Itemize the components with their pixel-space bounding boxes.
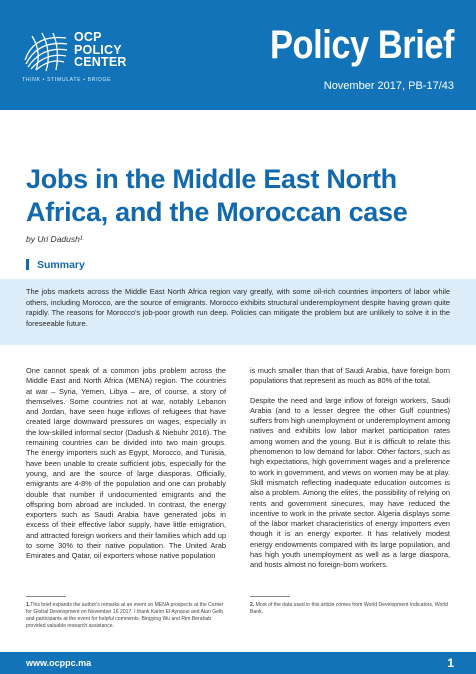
- body-column-left: [26, 366, 226, 571]
- summary-accent-bar: [26, 259, 29, 270]
- article-title: Jobs in the Middle East North Africa, and the Moroccan case: [26, 164, 408, 227]
- footnote-text: Most of the data used in this article comes from World Development Indicators, World Bank.: [250, 602, 448, 615]
- footnote-divider: [250, 596, 290, 597]
- policy-brief-title: Policy Brief: [269, 23, 454, 67]
- footnote-divider: [26, 596, 66, 597]
- footnote-2: [250, 602, 450, 616]
- logo-line-center: CENTER: [74, 55, 127, 69]
- author-byline: by Uri Dadush¹: [26, 234, 83, 244]
- summary-heading: [26, 259, 85, 271]
- footnote-1: [26, 602, 226, 630]
- footnote-text: This brief expands the author's remarks at an event on MENA prospects at the Center for Global Development on November 16 2017. I thank Karim El Aynaoui and Alan Gelb and participants at the event for helpful comments. Bingying Wu and Rim Berahab provided valuable research assistance.: [26, 602, 224, 629]
- summary-box: [0, 279, 476, 345]
- body-column-right: [250, 366, 450, 580]
- logo-line-policy: POLICY: [74, 42, 122, 57]
- footnote-number: 1.: [26, 602, 31, 608]
- ocp-logo[interactable]: [22, 30, 162, 83]
- footer-bar: [0, 652, 476, 674]
- summary-heading-text: Summary: [37, 259, 85, 271]
- summary-text: The jobs markets across the Middle East North Africa region vary greatly, with some oil-rich countries importers of labor while others, including Morocco, are the source of emigrants. Morocco exhibits structural underemployment despite having grown quite rapidly. The reasons for Morocco's job-poor growth run deep. Policies can mitigate the problem but are unlikely to solve it in the foreseeable future.: [26, 287, 450, 328]
- footnote-number: 2.: [250, 602, 255, 608]
- body-paragraph: Despite the need and large inflow of foreign workers, Saudi Arabia (and to a lesser degree the other Gulf countries) suffers from high unemployment or underemployment among natives and exhibits low labor market participation rates among women and the young. But it is difficult to relate this phenomenon to low demand for labor. Other factors, such as high expectations, high government wages and a preference to work in government, and views on women may be at play. Skill mismatch reflecting inadequate education outcomes is also a problem. Among the elites, the possibility of relying on rents and government sinecures, may have reduced the incentive to work in the private sector. Algeria displays some of the labor market characteristics of energy importers even though it is an energy exporter. It has relatively modest energy endowments compared with its large population, and has high youth unemployment as well as a large diaspora, and hosts almost no foreign-born workers.: [250, 395, 450, 570]
- page-number: 1: [447, 656, 454, 670]
- body-paragraph: One cannot speak of a common jobs problem across the Middle East and North Africa (MENA) region. The countries at war – Syria, Yemen, Libya – are, of course, a story of themselves. Some countries not at war, notably Lebanon and Jordan, have seen huge inflows of refugees that have created large downward pressures on wages, especially in the low-skilled informal sector (Dadush & Niebuhr 2016). The remaining countries can be divided into two main groups. The energy importers such as Egypt, Morocco, and Tunisia, have been unable to create sufficient jobs, especially for the young, and are the source of large diasporas. Officially, emigrants are 4-8% of the population and one can probably double that number if undocumented emigrants and the offspring born abroad are included. In contrast, the energy exporters such as Saudi Arabia have generated jobs in excess of their effective labor supply, have little emigration, and attracted foreign workers and their families which add up to some 30% to their native population. The United Arab Emirates and Qatar, oil exporters whose native population: [26, 366, 226, 561]
- website-link[interactable]: www.ocppc.ma: [26, 658, 92, 668]
- globe-logo-icon: [22, 30, 70, 72]
- header-banner: [0, 0, 476, 110]
- brief-date-reference: November 2017, PB-17/43: [323, 80, 454, 92]
- logo-line-ocp: OCP: [74, 30, 102, 44]
- logo-wordmark: [74, 31, 127, 69]
- body-paragraph: is much smaller than that of Saudi Arabia, have foreign born populations that represent as much as 80% of the total.: [250, 366, 450, 386]
- logo-tagline: THINK • STIMULATE • BRIDGE: [22, 77, 112, 83]
